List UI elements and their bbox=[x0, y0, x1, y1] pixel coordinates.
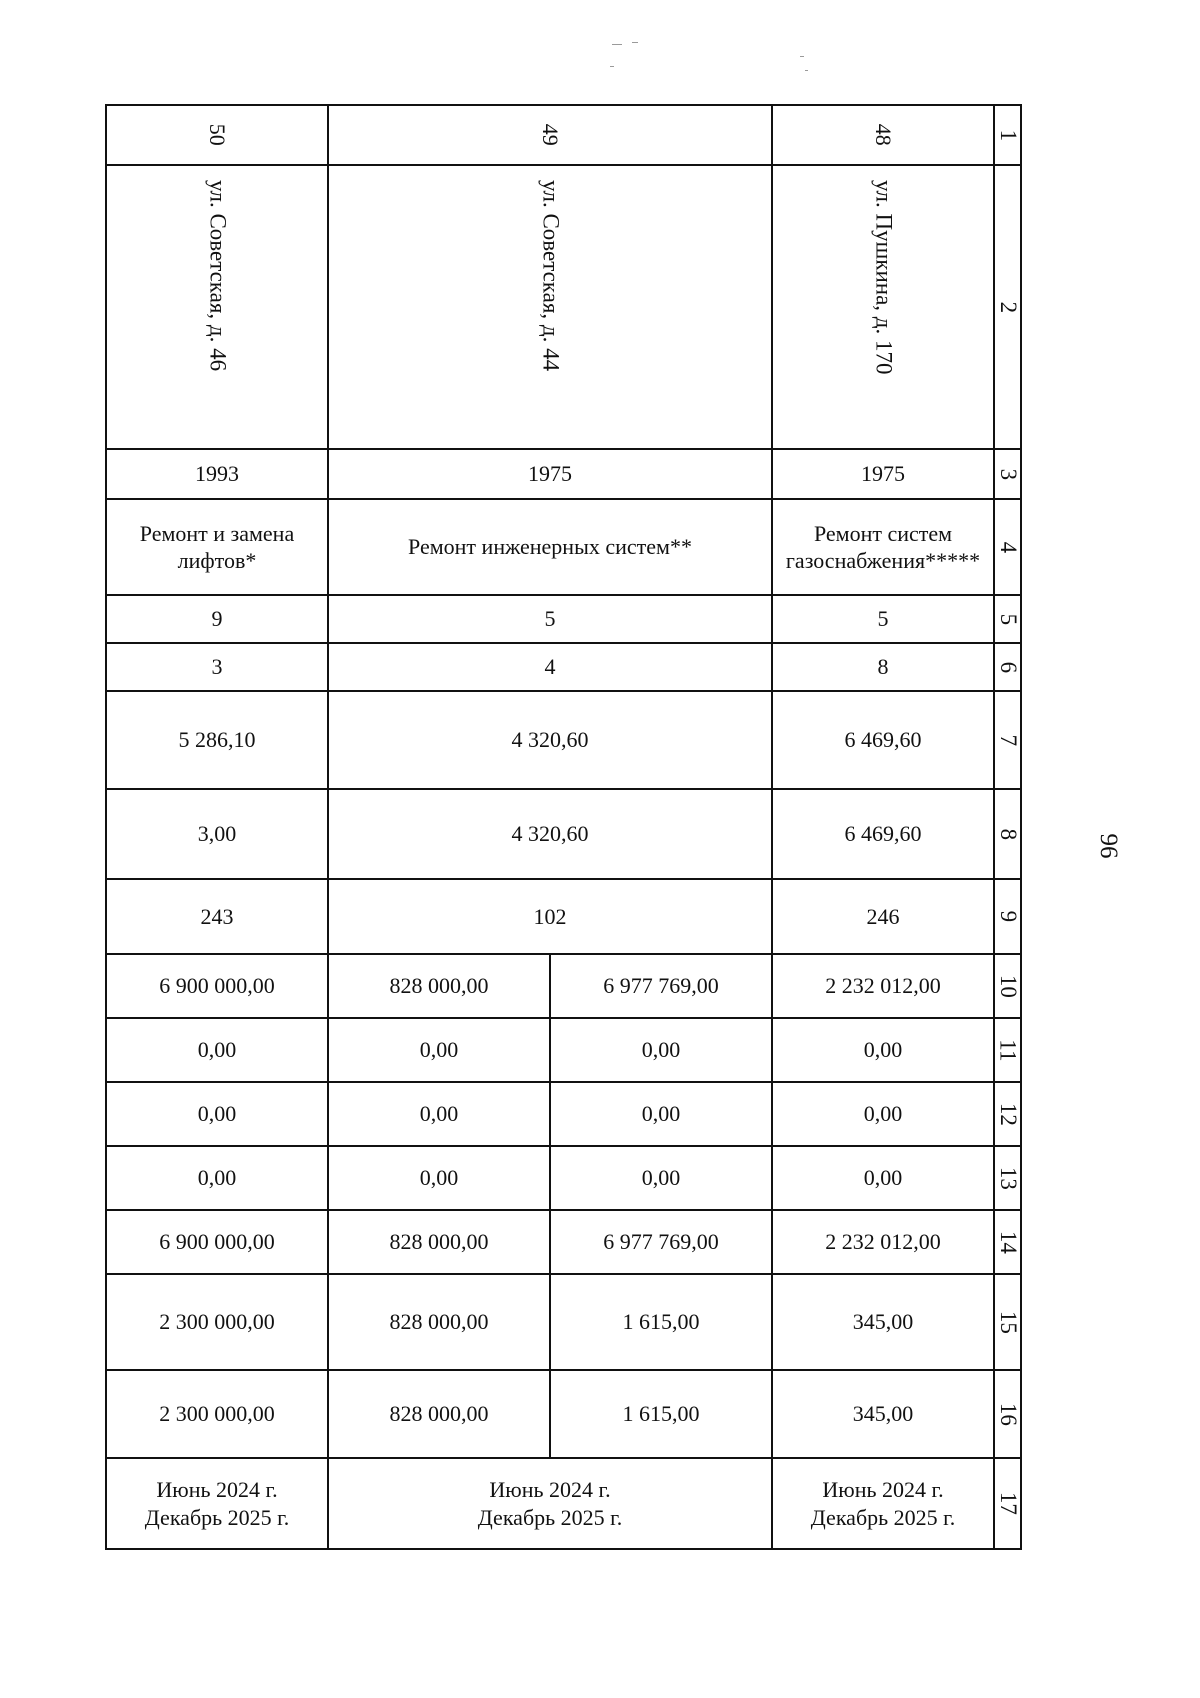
amount-cell: 0,00 bbox=[106, 1018, 328, 1082]
amount-cell: 0,00 bbox=[550, 1018, 772, 1082]
table-row bbox=[106, 1210, 1021, 1274]
year-cell: 1975 bbox=[328, 449, 772, 499]
address-cell bbox=[772, 165, 994, 449]
table-row bbox=[106, 595, 1021, 643]
amount-cell: 0,00 bbox=[106, 1082, 328, 1146]
column-number-cell bbox=[994, 643, 1021, 691]
area-cell: 3,00 bbox=[106, 789, 328, 879]
work-type-cell bbox=[106, 499, 328, 595]
column-number: 7 bbox=[995, 734, 1021, 746]
floors-cell: 5 bbox=[328, 595, 772, 643]
entry-number-cell bbox=[772, 105, 994, 165]
work-type-text: Ремонт инженерных систем** bbox=[408, 534, 692, 560]
amount-cell: 0,00 bbox=[328, 1018, 550, 1082]
table-row bbox=[106, 165, 1021, 449]
area-cell: 6 469,60 bbox=[772, 789, 994, 879]
work-type-cell bbox=[328, 499, 772, 595]
amount-cell: 0,00 bbox=[550, 1082, 772, 1146]
column-number-cell bbox=[994, 1018, 1021, 1082]
column-number: 4 bbox=[995, 541, 1021, 553]
column-number: 2 bbox=[995, 301, 1021, 313]
address-cell bbox=[328, 165, 772, 449]
amount-cell: 0,00 bbox=[772, 1018, 994, 1082]
amount-cell: 6 900 000,00 bbox=[106, 954, 328, 1018]
column-number-cell bbox=[994, 691, 1021, 789]
table-row bbox=[106, 1082, 1021, 1146]
column-number: 6 bbox=[995, 661, 1021, 673]
column-number: 8 bbox=[995, 828, 1021, 840]
table-row bbox=[106, 1274, 1021, 1370]
period-end: Декабрь 2025 г. bbox=[144, 1504, 290, 1530]
column-number-cell bbox=[994, 1146, 1021, 1210]
address-text: ул. Пушкина, д. 170 bbox=[871, 180, 897, 375]
column-number-cell bbox=[994, 449, 1021, 499]
amount-cell: 2 300 000,00 bbox=[106, 1274, 328, 1370]
residents-cell: 246 bbox=[772, 879, 994, 954]
work-type-cell bbox=[772, 499, 994, 595]
column-number-cell bbox=[994, 105, 1021, 165]
entrances-cell: 8 bbox=[772, 643, 994, 691]
table-row bbox=[106, 643, 1021, 691]
column-number: 15 bbox=[995, 1310, 1021, 1334]
column-number-cell bbox=[994, 165, 1021, 449]
amount-cell: 0,00 bbox=[772, 1082, 994, 1146]
period-cell bbox=[328, 1458, 772, 1549]
column-number: 3 bbox=[995, 468, 1021, 480]
repair-schedule-table bbox=[105, 104, 1022, 1550]
amount-cell: 6 900 000,00 bbox=[106, 1210, 328, 1274]
page-number-text: 96 bbox=[1095, 833, 1122, 859]
table-row bbox=[106, 1370, 1021, 1458]
area-cell: 6 469,60 bbox=[772, 691, 994, 789]
area-cell: 4 320,60 bbox=[328, 789, 772, 879]
amount-cell: 0,00 bbox=[328, 1082, 550, 1146]
scan-speck bbox=[800, 56, 804, 57]
work-type-text: Ремонт и замена лифтов* bbox=[139, 520, 295, 573]
period-cell bbox=[772, 1458, 994, 1549]
column-number: 16 bbox=[995, 1402, 1021, 1426]
area-cell: 5 286,10 bbox=[106, 691, 328, 789]
column-number: 5 bbox=[995, 613, 1021, 625]
table-row bbox=[106, 105, 1021, 165]
floors-cell: 9 bbox=[106, 595, 328, 643]
residents-cell: 243 bbox=[106, 879, 328, 954]
table-row bbox=[106, 1018, 1021, 1082]
amount-cell: 828 000,00 bbox=[328, 1370, 550, 1458]
column-number-cell bbox=[994, 1458, 1021, 1549]
scan-speck bbox=[610, 66, 614, 67]
column-number-cell bbox=[994, 1274, 1021, 1370]
table-row bbox=[106, 449, 1021, 499]
column-number: 12 bbox=[995, 1102, 1021, 1126]
scan-speck bbox=[632, 42, 638, 43]
amount-cell: 2 300 000,00 bbox=[106, 1370, 328, 1458]
year-cell: 1993 bbox=[106, 449, 328, 499]
amount-cell: 345,00 bbox=[772, 1274, 994, 1370]
column-number-cell bbox=[994, 789, 1021, 879]
entrances-cell: 3 bbox=[106, 643, 328, 691]
column-number-cell bbox=[994, 1210, 1021, 1274]
entry-number-cell bbox=[106, 105, 328, 165]
scan-speck bbox=[805, 70, 808, 71]
table-row bbox=[106, 879, 1021, 954]
amount-cell: 0,00 bbox=[328, 1146, 550, 1210]
table-row bbox=[106, 1146, 1021, 1210]
residents-cell: 102 bbox=[328, 879, 772, 954]
page-number bbox=[1088, 826, 1128, 866]
work-type-text: Ремонт систем газоснабжения***** bbox=[785, 520, 981, 573]
year-cell: 1975 bbox=[772, 449, 994, 499]
period-end: Декабрь 2025 г. bbox=[810, 1504, 956, 1530]
entry-number: 50 bbox=[204, 124, 230, 146]
table-row bbox=[106, 1458, 1021, 1549]
amount-cell: 345,00 bbox=[772, 1370, 994, 1458]
amount-cell: 0,00 bbox=[772, 1146, 994, 1210]
amount-cell: 6 977 769,00 bbox=[550, 1210, 772, 1274]
column-number-cell bbox=[994, 954, 1021, 1018]
floors-cell: 5 bbox=[772, 595, 994, 643]
table-row bbox=[106, 499, 1021, 595]
entry-number: 49 bbox=[537, 124, 563, 146]
entrances-cell: 4 bbox=[328, 643, 772, 691]
column-number-cell bbox=[994, 499, 1021, 595]
amount-cell: 0,00 bbox=[106, 1146, 328, 1210]
table-row bbox=[106, 691, 1021, 789]
scan-speck bbox=[612, 44, 622, 45]
column-number: 9 bbox=[995, 910, 1021, 923]
period-start: Июнь 2024 г. bbox=[822, 1477, 944, 1502]
amount-cell: 828 000,00 bbox=[328, 1274, 550, 1370]
table-row bbox=[106, 954, 1021, 1018]
column-number-cell bbox=[994, 595, 1021, 643]
column-number-cell bbox=[994, 1082, 1021, 1146]
address-text: ул. Советская, д. 46 bbox=[205, 180, 231, 372]
area-cell: 4 320,60 bbox=[328, 691, 772, 789]
table-row bbox=[106, 789, 1021, 879]
amount-cell: 0,00 bbox=[550, 1146, 772, 1210]
period-cell bbox=[106, 1458, 328, 1549]
column-number: 11 bbox=[995, 1038, 1021, 1062]
column-number-cell bbox=[994, 879, 1021, 954]
amount-cell: 2 232 012,00 bbox=[772, 954, 994, 1018]
period-start: Июнь 2024 г. bbox=[489, 1477, 611, 1502]
column-number: 13 bbox=[995, 1166, 1021, 1190]
column-number-cell bbox=[994, 1370, 1021, 1458]
period-end: Декабрь 2025 г. bbox=[477, 1504, 623, 1530]
column-number: 14 bbox=[995, 1230, 1021, 1254]
amount-cell: 2 232 012,00 bbox=[772, 1210, 994, 1274]
column-number: 17 bbox=[995, 1492, 1021, 1515]
address-cell bbox=[106, 165, 328, 449]
amount-cell: 1 615,00 bbox=[550, 1274, 772, 1370]
amount-cell: 6 977 769,00 bbox=[550, 954, 772, 1018]
amount-cell: 828 000,00 bbox=[328, 1210, 550, 1274]
period-start: Июнь 2024 г. bbox=[156, 1477, 278, 1502]
column-number: 1 bbox=[995, 129, 1021, 141]
amount-cell: 1 615,00 bbox=[550, 1370, 772, 1458]
entry-number: 48 bbox=[870, 124, 896, 146]
entry-number-cell bbox=[328, 105, 772, 165]
address-text: ул. Советская, д. 44 bbox=[538, 180, 564, 372]
amount-cell: 828 000,00 bbox=[328, 954, 550, 1018]
column-number: 10 bbox=[995, 974, 1021, 998]
